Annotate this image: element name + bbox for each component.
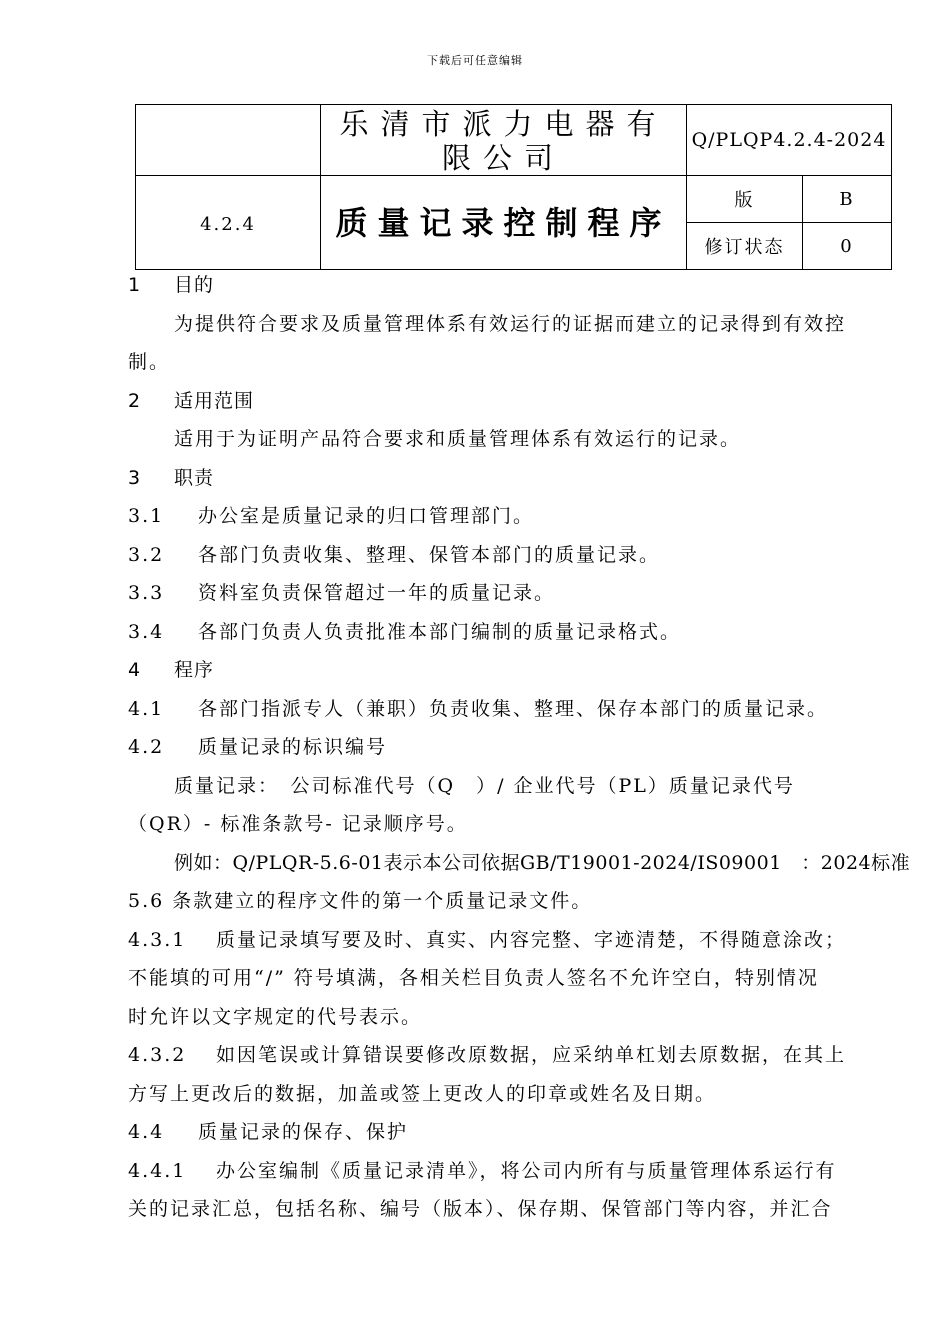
item-text: 各部门负责收集、整理、保管本部门的质量记录。 xyxy=(198,543,661,566)
section-heading xyxy=(128,266,900,305)
paragraph-line: 5.6 条款建立的程序文件的第一个质量记录文件。 xyxy=(128,890,593,912)
item-number: 3.4 xyxy=(128,620,165,643)
item-text: 办公室是质量记录的归口管理部门。 xyxy=(198,505,535,527)
list-item xyxy=(128,497,900,536)
revision-value: 0 xyxy=(803,223,892,270)
version-label: 版 xyxy=(687,176,803,223)
paragraph-line: 例如：Q/PLQR-5.6-01表示本公司依据GB/T19001-2024/IS09001 ：2024标准 xyxy=(174,851,911,874)
item-number: 4.4 xyxy=(128,1121,165,1143)
paragraph-line: 关的记录汇总，包括名称、编号（版本）、保存期、保管部门等内容，并汇合 xyxy=(128,1198,833,1220)
item-text: 质量记录的保存、保护 xyxy=(198,1121,409,1143)
version-value: B xyxy=(803,176,892,223)
item-text: 质量记录的标识编号 xyxy=(198,736,388,758)
top-note: 下载后可任意编辑 xyxy=(427,54,523,67)
item-number: 3.3 xyxy=(128,582,165,604)
paragraph-line: （QR）- 标准条款号- 记录顺序号。 xyxy=(128,813,468,835)
document-header-table xyxy=(135,104,892,270)
section-number: 3 xyxy=(128,466,142,489)
item-text: 如因笔误或计算错误要修改原数据，应采纳单杠划去原数据，在其上 xyxy=(216,1044,847,1066)
paragraph-line: 制。 xyxy=(128,351,171,373)
list-item xyxy=(128,536,900,575)
section-number: 4 xyxy=(128,659,142,681)
paragraph-line: 适用于为证明产品符合要求和质量管理体系有效运行的记录。 xyxy=(174,428,742,450)
list-item xyxy=(128,690,900,729)
list-item xyxy=(128,574,900,613)
paragraph-line: 不能填的可用“/” 符号填满，各相关栏目负责人签名不允许空白，特别情况 xyxy=(128,967,819,989)
item-text: 各部门负责人负责批准本部门编制的质量记录格式。 xyxy=(198,620,682,643)
document-title: 质量记录控制程序 xyxy=(321,176,687,270)
company-name: 乐清市派力电器有限公司 xyxy=(321,105,687,176)
section-number: 1 xyxy=(128,274,142,296)
section-title: 程序 xyxy=(174,659,215,681)
item-text: 资料室负责保管超过一年的质量记录。 xyxy=(198,582,556,604)
item-number: 4.2 xyxy=(128,736,165,758)
section-title: 适用范围 xyxy=(174,389,255,412)
list-item xyxy=(128,1113,900,1152)
section-number: 4.2.4 xyxy=(136,176,321,270)
document-number: Q/PLQP4.2.4-2024 xyxy=(687,105,892,176)
list-item xyxy=(128,1036,900,1075)
paragraph-line: 为提供符合要求及质量管理体系有效运行的证据而建立的记录得到有效控 xyxy=(174,312,847,335)
item-number: 4.1 xyxy=(128,697,165,720)
section-heading xyxy=(128,651,900,690)
list-item xyxy=(128,921,900,960)
item-number: 4.4.1 xyxy=(128,1159,187,1182)
header-blank-cell xyxy=(136,105,321,176)
document-body xyxy=(128,266,911,1229)
section-heading xyxy=(128,382,900,421)
item-number: 3.2 xyxy=(128,543,165,566)
list-item xyxy=(128,1152,900,1191)
list-item xyxy=(128,728,900,767)
paragraph-line: 时允许以文字规定的代号表示。 xyxy=(128,1005,423,1028)
item-text: 办公室编制《质量记录清单》，将公司内所有与质量管理体系运行有 xyxy=(216,1159,837,1182)
list-item xyxy=(128,613,900,652)
section-title: 职责 xyxy=(174,466,215,489)
revision-label: 修订状态 xyxy=(687,223,803,270)
item-number: 3.1 xyxy=(128,505,165,527)
item-text: 各部门指派专人（兼职）负责收集、整理、保存本部门的质量记录。 xyxy=(198,697,829,720)
item-text: 质量记录填写要及时、真实、内容完整、字迹清楚，不得随意涂改； xyxy=(216,928,847,951)
section-heading xyxy=(128,459,900,498)
paragraph-line: 质量记录： 公司标准代号（Q ）/ 企业代号（PL）质量记录代号 xyxy=(174,774,795,797)
paragraph-line: 方写上更改后的数据，加盖或签上更改人的印章或姓名及日期。 xyxy=(128,1082,717,1105)
section-title: 目的 xyxy=(174,274,215,296)
section-number: 2 xyxy=(128,389,142,412)
item-number: 4.3.2 xyxy=(128,1044,187,1066)
item-number: 4.3.1 xyxy=(128,928,187,951)
